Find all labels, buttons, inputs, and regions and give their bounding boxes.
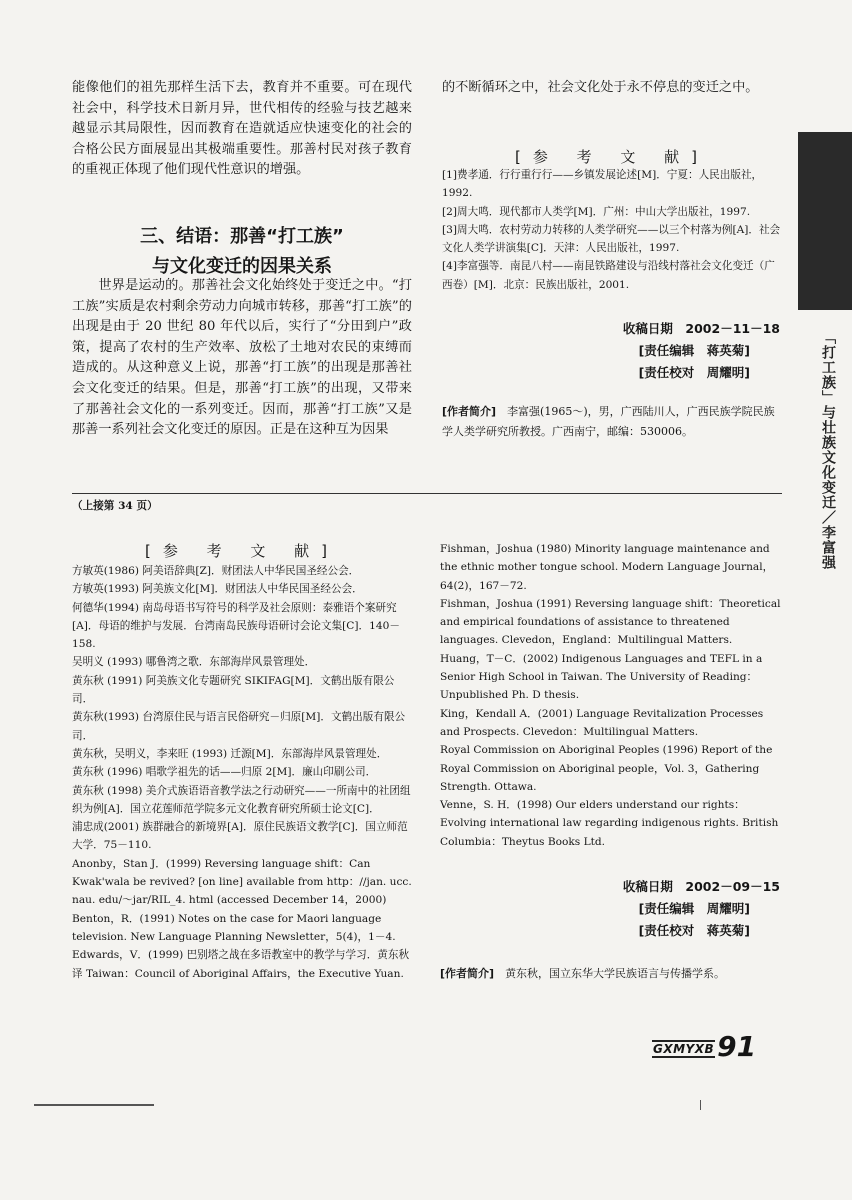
top-article-meta xyxy=(560,318,780,384)
reference-item: Venne，S. H．(1998) Our elders understand our rights：Evolving international law regarding indigenous rights. British Columbia：Theytus Books Ltd. xyxy=(440,799,779,848)
scan-mark xyxy=(700,1100,701,1110)
reference-item: Huang，T－C．(2002) Indigenous Languages and TEFL in a Senior High School in Taiwan. The University of Reading：Unpublished Ph. D thesis. xyxy=(440,652,763,702)
top-references-heading: [参 考 文 献] xyxy=(514,148,709,166)
sidebar-tab xyxy=(798,132,852,310)
received-date: 收稿日期 2002－11－18 xyxy=(622,321,780,336)
bottom-left-references xyxy=(72,562,412,983)
reference-item: [4]李富强等．南昆八村——南昆铁路建设与沿线村落社会文化变迁（广西卷）[M]．北京：民族出版社，2001. xyxy=(442,260,775,291)
editor-credit: [责任编辑 周耀明] xyxy=(638,901,750,916)
author-bio-label: [作者简介] xyxy=(440,967,495,980)
vertical-article-title: 「打工族」与壮族文化变迁／李富强 xyxy=(820,330,836,570)
editor-credit: [责任编辑 蒋英菊] xyxy=(638,343,750,358)
reference-item: Anonby，Stan J．(1999) Reversing language shift：Can Kwak'wala be revived? [on line] available from http：//jan. ucc. nau. edu/～jar/RIL_4. html (accessed December 14，2000) xyxy=(72,857,412,907)
journal-abbreviation: GXMYXB xyxy=(653,1042,715,1056)
author-bio-label: [作者简介] xyxy=(442,405,497,418)
section-heading xyxy=(72,222,412,282)
top-author-bio xyxy=(442,402,782,442)
reference-item: [2]周大鸣．现代都市人类学[M]．广州：中山大学出版社，1997. xyxy=(442,205,751,218)
reference-item: Edwards，V．(1999) 巴别塔之战在多语教室中的教学与学习．黄东秋译 Taiwan：Council of Aboriginal Affairs，the Executive Yuan. xyxy=(72,949,410,980)
reference-item: King，Kendall A．(2001) Language Revitalization Processes and Prospects. Clevedon：Multilingual Matters. xyxy=(440,707,764,738)
reference-item: 方敏英(1986) 阿美语辞典[Z]．财团法人中华民国圣经公会． xyxy=(72,565,360,577)
author-bio-text: 黄东秋，国立东华大学民族语言与传播学系。 xyxy=(505,967,726,980)
bottom-references-heading: [参 考 文 献] xyxy=(144,542,339,560)
reference-item: Royal Commission on Aboriginal Peoples (1996) Report of the Royal Commission on Aboriginal people，Vol. 3，Gathering Strength. Ottawa. xyxy=(440,744,773,793)
page-number: 91 xyxy=(717,1030,757,1063)
scan-mark xyxy=(34,1104,154,1106)
reference-item: [1]费孝通．行行重行行——乡镇发展论述[M]．宁夏：人民出版社，1992. xyxy=(442,169,763,200)
reference-item: 吴明义 (1993) 哪鲁湾之歌．东部海岸风景管理处． xyxy=(72,656,316,669)
top-left-paragraph-2: 世界是运动的。那善社会文化始终处于变迁之中。“打工族”实质是农村剩余劳动力向城市转移，那善“打工族”的出现是由于 20 世纪 80 年代以后，实行了“分田到户”政策，提高了农村的生产效率、放松了土地对农民的束缚而造成的。从这种意义上说，那善“打工族”的出现是那善社会文化变迁的结果。但是，那善“打工族”的出现，又带来了那善社会文化的一系列变迁。因而，那善“打工族”又是那善一系列社会文化变迁的原因。正是在这种互为因果 xyxy=(72,278,412,438)
reference-item: 黄东秋 (1996) 唱歌学祖先的话——归原 2[M]．廉山印刷公司． xyxy=(72,766,377,779)
bottom-article-meta xyxy=(560,876,780,942)
continued-note: （上接第 34 页） xyxy=(72,500,158,512)
bottom-right-references xyxy=(440,540,782,851)
received-date: 收稿日期 2002－09－15 xyxy=(622,879,780,894)
reference-item: [3]周大鸣．农村劳动力转移的人类学研究——以三个村落为例[A]．社会文化人类学讲演集[C]．天津：人民出版社，1997. xyxy=(442,223,781,255)
reference-item: Benton，R．(1991) Notes on the case for Maori language television. New Language Planning Newsletter，5(4)，1－4. xyxy=(72,912,396,943)
reference-item: 方敏英(1993) 阿美族文化[M]．财团法人中华民国圣经公会． xyxy=(72,583,363,596)
top-right-paragraph: 的不断循环之中，社会文化处于永不停息的变迁之中。 xyxy=(442,80,759,95)
section-divider xyxy=(72,493,782,494)
author-bio-text: 李富强(1965～)，男，广西陆川人，广西民族学院民族学人类学研究所教授。广西南宁，邮编：530006。 xyxy=(442,405,775,438)
reference-item: 黄东秋(1993) 台湾原住民与语言民俗研究－归原[M]．文鹤出版有限公司． xyxy=(72,711,406,742)
bottom-author-bio xyxy=(440,964,780,984)
reference-item: 黄东秋 (1991) 阿美族文化专题研究 SIKIFAG[M]．文鹤出版有限公司． xyxy=(72,674,395,706)
reference-item: 浦忠成(2001) 族群融合的新境界[A]．原住民族语文教学[C]．国立师范大学．75－110. xyxy=(72,821,408,852)
reference-item: 何德华(1994) 南岛母语书写符号的科学及社会原则：泰雅语个案研究[A]．母语的维护与发展．台湾南岛民族母语研讨会论文集[C]．140－158. xyxy=(72,601,400,651)
reference-item: 黄东秋 (1998) 美介式族语语音教学法之行动研究——一所南中的社团组织为例[A]．国立花莲师范学院多元文化教育研究所硕士论文[C]． xyxy=(72,784,411,815)
top-left-paragraph-1: 能像他们的祖先那样生活下去，教育并不重要。可在现代社会中，科学技术日新月异，世代相传的经验与技艺越来越显示其局限性，因而教育在造就适应快速变化的社会的合格公民方面展显出其极端重要性。那善村民对孩子教育的重视正体现了他们现代性意识的增强。 xyxy=(72,80,412,178)
section-heading-line-2: 与文化变迁的因果关系 xyxy=(152,256,332,277)
section-heading-line-1: 三、结语：那善“打工族” xyxy=(140,226,344,247)
proofreader-credit: [责任校对 蒋英菊] xyxy=(638,923,750,938)
reference-item: Fishman，Joshua (1980) Minority language maintenance and the ethnic mother tongue school. Modern Language Journal，64(2)，167－72. xyxy=(440,543,774,592)
journal-footer-logo xyxy=(652,1030,756,1063)
reference-item: Fishman，Joshua (1991) Reversing language shift：Theoretical and empirical foundations of assistance to threatened languages. Clevedon，England：Multilingual Matters. xyxy=(440,597,781,647)
proofreader-credit: [责任校对 周耀明] xyxy=(638,365,750,380)
top-references-list xyxy=(442,166,784,294)
reference-item: 黄东秋，吴明义，李来旺 (1993) 迁源[M]．东部海岸风景管理处． xyxy=(72,747,388,760)
